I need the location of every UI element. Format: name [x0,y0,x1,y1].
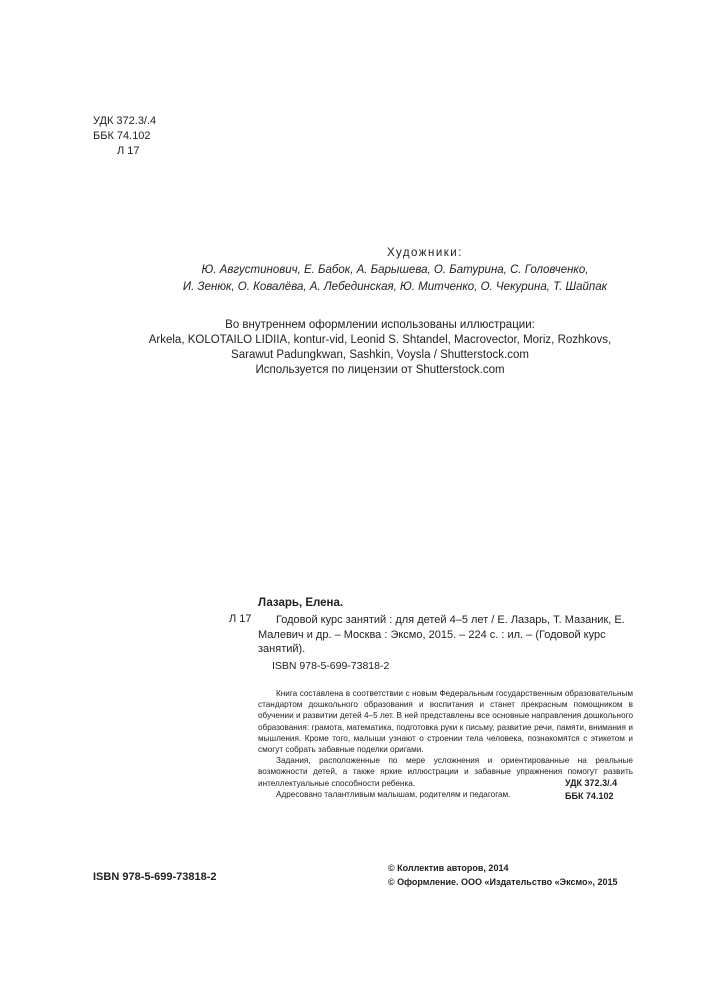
classification-small [565,777,617,803]
license-note: Используется по лицензии от Shutterstock.com [255,364,505,376]
illustrations-sources-2: Sarawut Padungkwan, Sashkin, Voysla / Shutterstock.com [231,349,529,361]
bbk-code: ББК 74.102 [93,130,151,142]
isbn-footer: ISBN 978-5-699-73818-2 [93,871,217,883]
author-mark: Л 17 [117,145,140,157]
annotation-paragraph-1: Книга составлена в соответствии с новым Федеральным государственным образовательным стандартом дошкольного образования и воспитания и станет прекрасным помощником в обучении и развитии детей 4–5 лет. В ней представлены все основные направления дошкольного образования: грамота, математика, подготовка руки к письму, развитие речи, памяти, внимания и мышления. Кроме того, малыши узнают о строении тела человека, познакомятся с этикетом и смогут собрать забавные поделки оригами. [258,689,633,755]
annotation-paragraph-3: Адресовано талантливым малышам, родителям и педагогам. [276,789,511,799]
isbn-record: ISBN 978-5-699-73818-2 [272,660,390,672]
bibliographic-code: Л 17 [229,613,252,625]
artists-line-1: Ю. Августинович, Е. Бабок, А. Барышева, О. Батурина, С. Головченко, [201,264,589,276]
classification-block [93,114,156,159]
artists-line-2: И. Зенюк, О. Ковалёва, А. Лебединская, Ю. Митченко, О. Чекурина, Т. Шайпак [182,281,608,293]
udk-code-small: УДК 372.3/.4 [565,778,618,788]
artists-block [120,245,670,296]
annotation-paragraph-2: Задания, расположенные по мере усложнения и ориентированные на реальные возможности детей, а также яркие иллюстрации и забавные упражнения помогут развить интеллектуальные способности ребенка. [258,756,633,788]
copyright-design: © Оформление. ООО «Издательство «Эксмо», 2015 [388,876,618,887]
illustrations-credits [120,318,640,378]
copyright-block [388,862,618,889]
illustrations-heading: Во внутреннем оформлении использованы иллюстрации: [225,319,535,331]
author-heading: Лазарь, Елена. [258,597,344,609]
udk-code: УДК 372.3/.4 [93,115,157,127]
copyright-authors: © Коллектив авторов, 2014 [388,863,509,873]
artists-heading: Художники: [387,247,463,259]
bbk-code-small: ББК 74.102 [565,791,614,801]
bibliographic-record: Годовой курс занятий : для детей 4–5 лет / Е. Лазарь, Т. Мазаник, Е. Малевич и др. – Москва : Эксмо, 2015. – 224 с. : ил. – (Годовой курс занятий). [258,614,625,655]
illustrations-sources-1: Arkela, KOLOTAILO LIDIIA, kontur-vid, Leonid S. Shtandel, Macrovector, Moriz, Rozhkovs, [148,334,612,346]
